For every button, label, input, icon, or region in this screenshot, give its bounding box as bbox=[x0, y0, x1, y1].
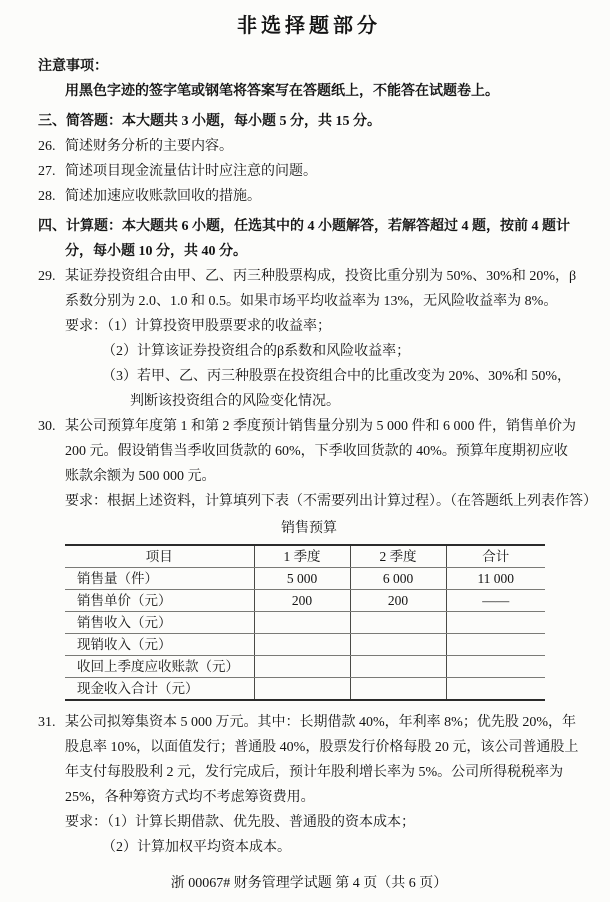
question-29-req-1-text: （1）计算投资甲股票要求的收益率； bbox=[107, 319, 331, 334]
question-29-number: 29. bbox=[38, 269, 56, 284]
question-28 bbox=[38, 184, 580, 209]
notice-heading: 注意事项： bbox=[38, 59, 108, 74]
row-label: 销售单价（元） bbox=[65, 590, 254, 612]
cell-total bbox=[446, 656, 545, 678]
notice-body: 用黑色字迹的签字笔或钢笔将答案写在答题纸上，不能答在试题卷上。 bbox=[65, 84, 499, 99]
table-row-total-cash-receipts bbox=[65, 678, 545, 701]
cell-total: —— bbox=[446, 590, 545, 612]
cell-q2 bbox=[350, 634, 446, 656]
column-header-q2: 2 季度 bbox=[350, 545, 446, 568]
question-27 bbox=[38, 159, 580, 184]
sales-budget-table-title: 销售预算 bbox=[281, 521, 337, 536]
question-31-text: 某公司拟筹集资本 5 000 万元。其中：长期借款 40%，年利率 8%；优先股 20%，年股息率 10%，以面值发行；普通股 40%，股票发行价格每股 20 元，该公司普通股上年支付每股股利 2 元，发行完成后，预计年股利增长率为 5%。公司所得税税率为 25%，各种筹资方式均不考虑筹资费用。 bbox=[65, 715, 579, 805]
question-26-number: 26. bbox=[38, 139, 56, 154]
page-footer: 浙 00067# 财务管理学试题 第 4 页（共 6 页） bbox=[170, 876, 448, 891]
section4-heading: 四、计算题：本大题共 6 小题，任选其中的 4 小题解答，若解答超过 4 题，按前 4 题计分，每小题 10 分，共 40 分。 bbox=[38, 219, 570, 259]
table-row-prior-receivables bbox=[65, 656, 545, 678]
question-31-req-2: （2）计算加权平均资本成本。 bbox=[102, 840, 291, 855]
section3-heading: 三、简答题：本大题共 3 小题，每小题 5 分，共 15 分。 bbox=[38, 114, 381, 129]
question-29-body-line bbox=[38, 264, 580, 314]
column-header-q1: 1 季度 bbox=[254, 545, 350, 568]
column-header-item: 项目 bbox=[65, 545, 254, 568]
cell-q1 bbox=[254, 656, 350, 678]
question-27-text: 简述项目现金流量估计时应注意的问题。 bbox=[65, 164, 317, 179]
question-30-body-line bbox=[38, 414, 580, 489]
cell-q1: 200 bbox=[254, 590, 350, 612]
cell-q2 bbox=[350, 656, 446, 678]
question-29-text: 某证券投资组合由甲、乙、丙三种股票构成，投资比重分别为 50%、30%和 20%，β 系数分别为 2.0、1.0 和 0.5。如果市场平均收益率为 13%，无风险收益率为 8%。 bbox=[65, 269, 577, 309]
question-31-req-1-text: （1）计算长期借款、优先股、普通股的资本成本； bbox=[107, 815, 415, 830]
question-31-body-line bbox=[38, 710, 580, 810]
question-28-text: 简述加速应收账款回收的措施。 bbox=[65, 189, 261, 204]
question-29-req-label: 要求： bbox=[65, 319, 107, 334]
question-26 bbox=[38, 134, 580, 159]
question-31-requirements bbox=[38, 810, 580, 860]
cell-q2 bbox=[350, 612, 446, 634]
cell-total bbox=[446, 612, 545, 634]
row-label: 销售收入（元） bbox=[65, 612, 254, 634]
cell-q1 bbox=[254, 634, 350, 656]
question-31 bbox=[38, 710, 580, 860]
cell-q1: 5 000 bbox=[254, 568, 350, 590]
table-row-sales-revenue bbox=[65, 612, 545, 634]
question-28-number: 28. bbox=[38, 189, 56, 204]
cell-total: 11 000 bbox=[446, 568, 545, 590]
table-row-cash-sales bbox=[65, 634, 545, 656]
question-29 bbox=[38, 264, 580, 414]
row-label: 收回上季度应收账款（元） bbox=[65, 656, 254, 678]
question-31-number: 31. bbox=[38, 715, 56, 730]
question-30 bbox=[38, 414, 597, 701]
question-31-req-1 bbox=[65, 810, 580, 835]
column-header-total: 合计 bbox=[446, 545, 545, 568]
row-label: 现销收入（元） bbox=[65, 634, 254, 656]
question-27-number: 27. bbox=[38, 164, 56, 179]
question-30-requirement: 要求：根据上述资料，计算填列下表（不需要列出计算过程）。（在答题纸上列表作答） bbox=[65, 494, 597, 509]
question-31-req-label: 要求： bbox=[65, 815, 107, 830]
cell-total bbox=[446, 634, 545, 656]
question-29-req-1 bbox=[65, 314, 580, 339]
table-header-row bbox=[65, 545, 545, 568]
question-30-text: 某公司预算年度第 1 和第 2 季度预计销售量分别为 5 000 件和 6 000 件，销售单价为 200 元。假设销售当季收回货款的 60%，下季收回货款的 40%。预算年度期初应收账款余额为 500 000 元。 bbox=[65, 419, 576, 484]
cell-q1 bbox=[254, 678, 350, 701]
page-title: 非选择题部分 bbox=[237, 15, 381, 37]
question-26-text: 简述财务分析的主要内容。 bbox=[65, 139, 233, 154]
cell-q2: 200 bbox=[350, 590, 446, 612]
question-29-req-2: （2）计算该证券投资组合的β系数和风险收益率； bbox=[102, 344, 411, 359]
question-30-number: 30. bbox=[38, 419, 56, 434]
sales-budget-table bbox=[65, 544, 545, 701]
cell-q1 bbox=[254, 612, 350, 634]
cell-q2: 6 000 bbox=[350, 568, 446, 590]
question-29-req-3: （3）若甲、乙、丙三种股票在投资组合中的比重改变为 20%、30%和 50%，判断该投资组合的风险变化情况。 bbox=[102, 369, 571, 409]
question-29-requirements bbox=[38, 314, 580, 414]
row-label: 销售量（件） bbox=[65, 568, 254, 590]
table-row-unit-price bbox=[65, 590, 545, 612]
cell-q2 bbox=[350, 678, 446, 701]
row-label: 现金收入合计（元） bbox=[77, 681, 199, 696]
table-row-sales-volume bbox=[65, 568, 545, 590]
cell-total bbox=[446, 678, 545, 701]
